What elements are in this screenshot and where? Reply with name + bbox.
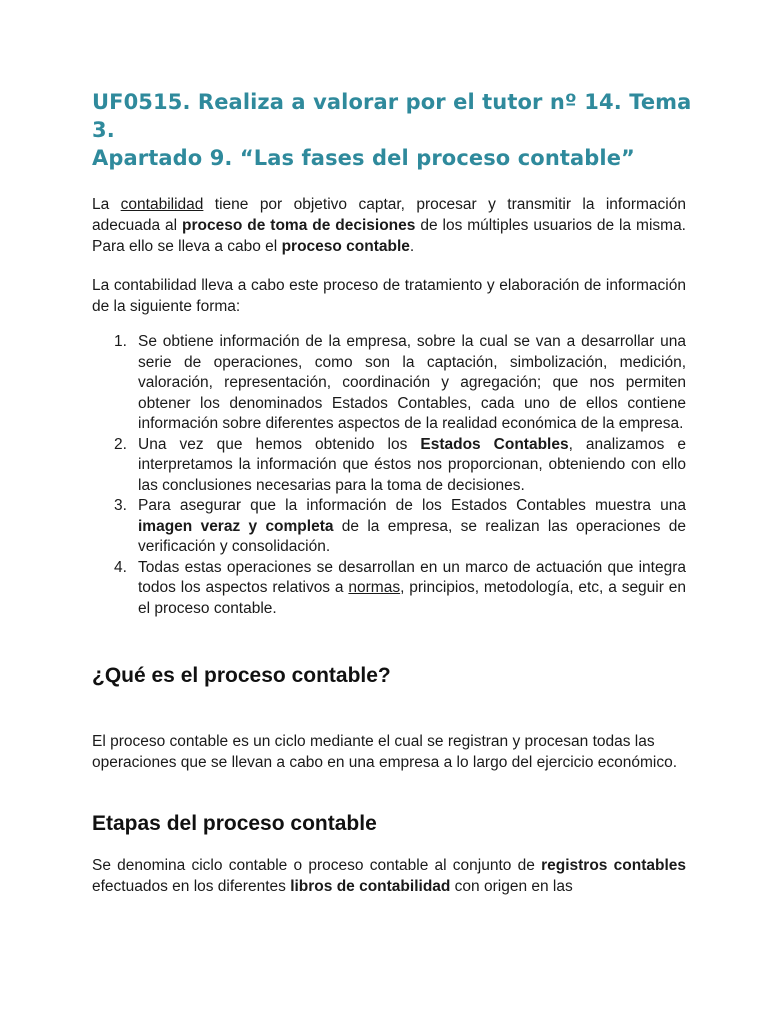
step-text-2: , analizamos e interpretamos la información que éstos nos proporcionan, obteniendo con ello las conclusiones necesarias para la toma de decisiones. — [138, 435, 686, 494]
intro-bold-1: proceso de toma de decisiones — [182, 217, 416, 234]
list-number: 2. — [114, 435, 127, 453]
etapas-text-1: Se denomina ciclo contable o proceso contable al conjunto de — [92, 857, 542, 874]
etapas-text-2: efectuados en los diferentes — [92, 878, 291, 895]
list-number: 3. — [114, 497, 127, 514]
process-steps-list — [92, 332, 686, 619]
list-item — [92, 332, 686, 435]
section-heading-que: ¿Qué es el proceso contable? — [92, 664, 391, 687]
step-text-2: de la empresa, se realizan las operaciones de verificación y consolidación. — [138, 517, 686, 555]
list-number: 1. — [114, 333, 127, 350]
list-number: 4. — [114, 558, 127, 576]
title-line-2: Apartado 9. “Las fases del proceso contable” — [92, 146, 635, 170]
intro-text-1: La — [92, 196, 121, 213]
que-paragraph: El proceso contable es un ciclo mediante el cual se registran y procesan todas las operaciones que se llevan a cabo en una empresa a lo largo del ejercicio económico. — [92, 733, 678, 771]
step-text-1: Todas estas operaciones se desarrollan en un marco de actuación que integra todos los aspectos relativos a — [138, 558, 686, 596]
title-line-1: UF0515. Realiza a valorar por el tutor nº 14. Tema 3. — [92, 90, 692, 142]
step-bold: imagen veraz y completa — [138, 517, 334, 535]
normas-link[interactable]: normas — [348, 579, 401, 596]
etapas-bold-2: libros de contabilidad — [290, 878, 451, 895]
etapas-bold-1: registros contables — [541, 857, 686, 874]
list-item — [92, 435, 686, 497]
intro-paragraph-2: La contabilidad lleva a cabo este proceso de tratamiento y elaboración de información de la siguiente forma: — [92, 277, 686, 315]
intro-text-3: de los múltiples usuarios de la misma. Para ello se lleva a cabo el — [92, 217, 686, 255]
step-bold: Estados Contables — [420, 435, 569, 453]
step-text-2: , principios, metodología, etc, a seguir en el proceso contable. — [138, 579, 687, 617]
intro-text-2: tiene por objetivo captar, procesar y transmitir la información adecuada al — [92, 196, 686, 234]
step-text: Se obtiene información de la empresa, sobre la cual se van a desarrollar una serie de operaciones, como son la captación, simbolización, medición, valoración, representación, coordinación y agregación; que nos permiten obtener los denominados Estados Contables, cada uno de ellos contiene información sobre diferentes aspectos de la realidad económica de la empresa. — [138, 333, 686, 432]
intro-bold-2: proceso contable — [281, 238, 410, 255]
section-heading-etapas: Etapas del proceso contable — [92, 812, 377, 835]
list-item — [92, 496, 686, 558]
contabilidad-link[interactable]: contabilidad — [120, 196, 204, 213]
intro-paragraph — [92, 194, 686, 257]
document-title — [92, 88, 692, 172]
intro-text-4: . — [409, 238, 415, 255]
step-text-1: Para asegurar que la información de los Estados Contables muestra una — [138, 497, 686, 514]
etapas-text-3: con origen en las — [450, 878, 573, 895]
etapas-paragraph — [92, 855, 686, 897]
step-text-1: Una vez que hemos obtenido los — [138, 435, 421, 453]
list-item — [92, 558, 686, 620]
